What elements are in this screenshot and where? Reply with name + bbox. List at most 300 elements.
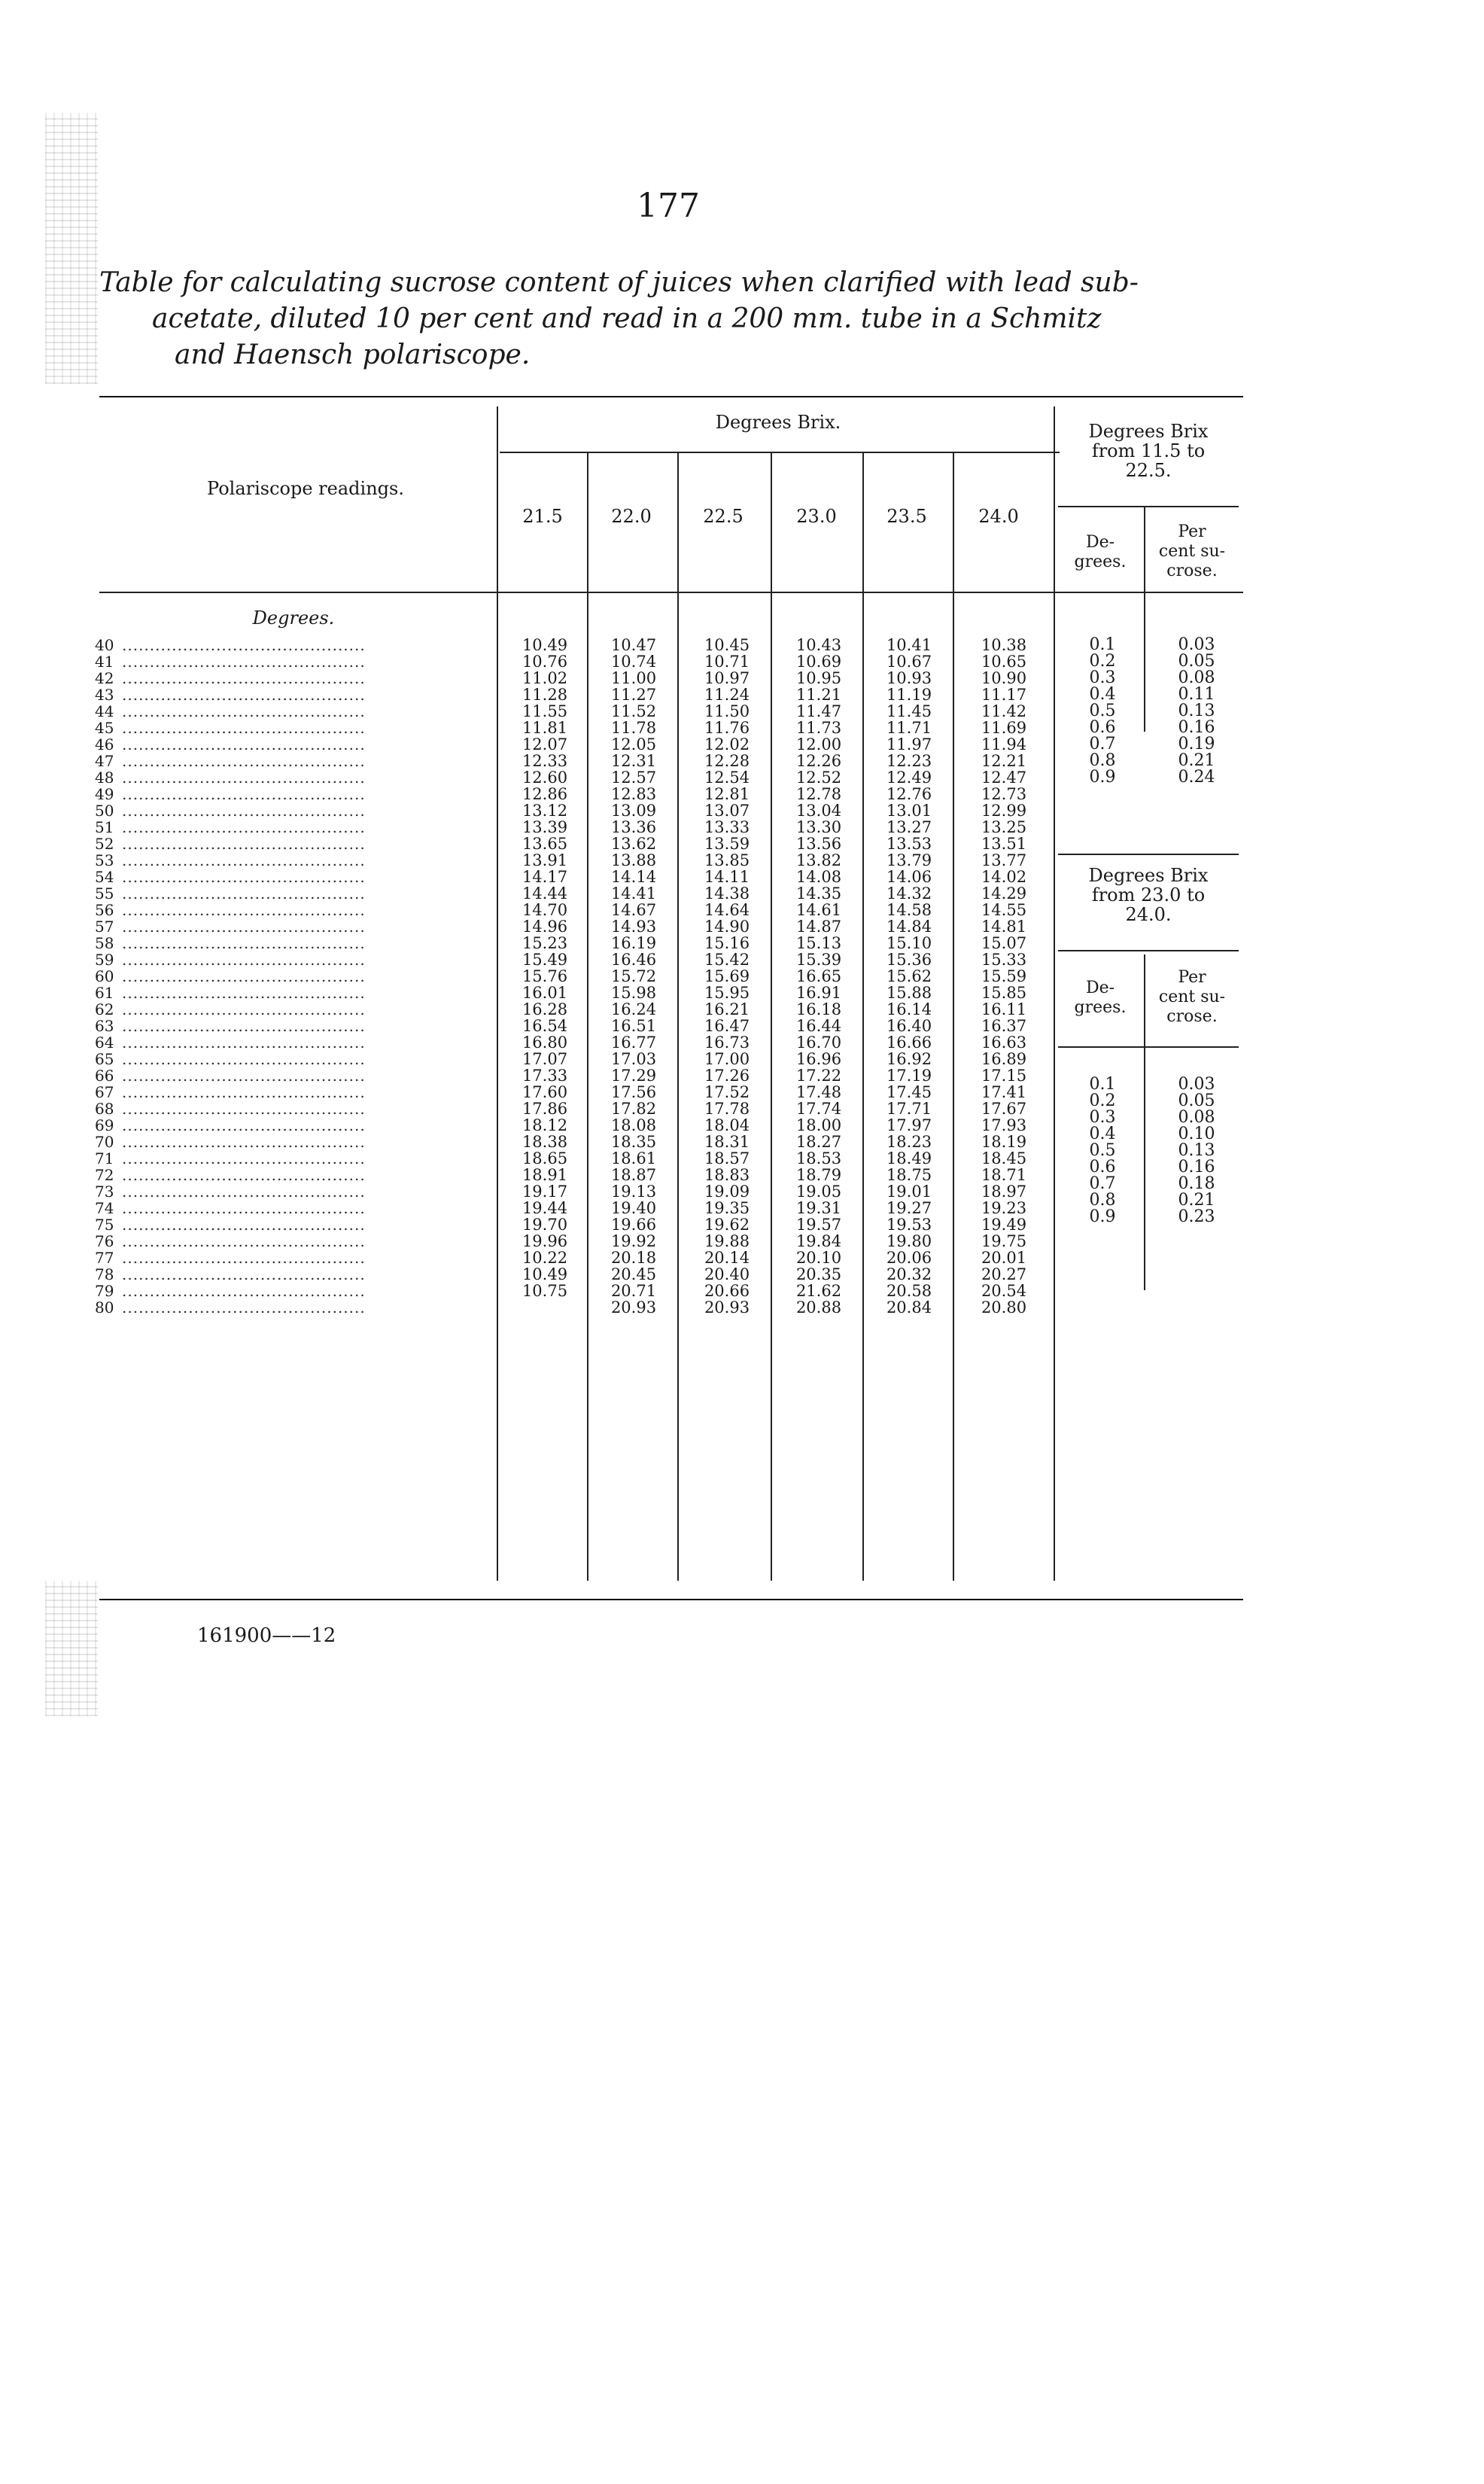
table-cell: 18.08 <box>610 1116 657 1134</box>
correction-divider <box>1144 506 1145 732</box>
correction-cell: 0.1 <box>1089 635 1116 654</box>
correction1-title-line: from 11.5 to <box>1091 440 1206 461</box>
caption-line-2: acetate, diluted 10 per cent and read in a 200 mm. tube in a Schmitz <box>152 303 1102 334</box>
table-cell: 19.80 <box>886 1232 932 1250</box>
correction2-title-line: from 23.0 to <box>1091 884 1206 906</box>
table-cell: 16.92 <box>886 1050 932 1068</box>
table-cell: 19.92 <box>610 1232 657 1250</box>
table-cell: 13.01 <box>886 802 932 820</box>
table-cell: 19.44 <box>522 1199 568 1217</box>
brix-column <box>962 637 1046 1316</box>
table-cell: 15.13 <box>795 934 842 952</box>
header-text: grees. <box>1074 998 1127 1017</box>
leader-dots: ............................................ <box>122 653 366 671</box>
table-cell: 15.42 <box>704 951 750 969</box>
table-cell: 12.31 <box>610 752 657 770</box>
table-cell: 10.97 <box>704 669 750 687</box>
row-label-number: 47 <box>95 752 114 770</box>
table-cell: 12.60 <box>522 769 568 787</box>
table-cell: 12.23 <box>886 752 932 770</box>
correction1-title-rule <box>1058 506 1239 507</box>
table-cell: 19.35 <box>704 1199 750 1217</box>
table-cell: 10.76 <box>522 653 568 671</box>
table-cell: 14.02 <box>981 868 1027 886</box>
leader-dots: ............................................ <box>122 1083 366 1101</box>
leader-dots: ............................................ <box>122 752 366 770</box>
row-label <box>95 1250 366 1266</box>
col-rule <box>953 452 954 1581</box>
table-cell: 16.91 <box>795 984 842 1002</box>
table-cell: 18.38 <box>522 1133 568 1151</box>
table-cell: 17.74 <box>795 1100 842 1118</box>
table-cell: 12.86 <box>522 785 568 803</box>
row-label-number: 64 <box>95 1033 114 1052</box>
correction-cell: 0.4 <box>1089 685 1116 704</box>
correction1-degrees <box>1069 637 1136 786</box>
correction1-percent <box>1159 637 1234 786</box>
correction-cell: 0.21 <box>1178 1191 1215 1210</box>
row-label-number: 50 <box>95 802 114 820</box>
correction1-title-line: Degrees Brix <box>1088 421 1209 442</box>
row-label <box>95 1266 366 1283</box>
leader-dots: ............................................ <box>122 835 366 853</box>
table-cell: 16.51 <box>610 1017 657 1035</box>
table-cell: 16.24 <box>610 1000 657 1018</box>
row-label <box>95 935 366 951</box>
table-cell: 14.11 <box>704 868 750 886</box>
table-cell: 11.24 <box>704 686 750 704</box>
table-cell: 17.86 <box>522 1100 568 1118</box>
table-cell: 13.51 <box>981 835 1027 853</box>
correction1-title-line: 22.5. <box>1125 460 1172 481</box>
page-number: 177 <box>637 187 700 225</box>
row-label <box>95 1299 366 1316</box>
table-cell: 13.85 <box>704 851 750 869</box>
correction-cell: 0.3 <box>1089 668 1116 687</box>
table-cell: 14.32 <box>886 884 932 903</box>
row-label <box>95 968 366 985</box>
leader-dots: ............................................ <box>122 719 366 737</box>
table-cell: 16.14 <box>886 1000 932 1018</box>
table-cell: 12.76 <box>886 785 932 803</box>
table-cell: 14.96 <box>522 918 568 936</box>
correction-cell: 0.9 <box>1089 1207 1116 1226</box>
table-cell: 17.26 <box>704 1067 750 1085</box>
leader-dots: ............................................ <box>122 1050 366 1068</box>
table-cell: 13.56 <box>795 835 842 853</box>
table-cell: 20.88 <box>795 1298 842 1317</box>
leader-dots: ............................................ <box>122 1216 366 1234</box>
row-label-header: Polariscope readings. <box>207 478 404 499</box>
leader-dots: ............................................ <box>122 1183 366 1201</box>
correction-cell: 0.08 <box>1178 668 1215 687</box>
table-cell: 18.91 <box>522 1166 568 1184</box>
table-cell: 16.44 <box>795 1017 842 1035</box>
header-text: De- <box>1085 533 1115 552</box>
table-cell: 13.07 <box>704 802 750 820</box>
table-cell: 20.10 <box>795 1249 842 1267</box>
table-cell: 17.93 <box>981 1116 1027 1134</box>
table-cell: 10.75 <box>522 1282 568 1300</box>
table-cell: 10.69 <box>795 653 842 671</box>
correction-cell: 0.03 <box>1178 635 1215 654</box>
table-cell: 10.65 <box>981 653 1027 671</box>
table-cell: 18.83 <box>704 1166 750 1184</box>
table-cell: 12.07 <box>522 735 568 753</box>
table-cell: 19.70 <box>522 1216 568 1234</box>
row-label <box>95 802 366 819</box>
table-cell: 13.88 <box>610 851 657 869</box>
table-cell: 19.88 <box>704 1232 750 1250</box>
correction2-title-line: 24.0. <box>1125 904 1172 925</box>
table-cell: 10.47 <box>610 636 657 654</box>
row-label-number: 76 <box>95 1232 114 1250</box>
table-cell: 18.49 <box>886 1149 932 1167</box>
table-cell: 14.58 <box>886 901 932 919</box>
brix-col-header: 22.0 <box>611 506 652 527</box>
table-cell: 20.66 <box>704 1282 750 1300</box>
correction-cell: 0.24 <box>1178 768 1215 787</box>
row-label-number: 55 <box>95 884 114 903</box>
table-cell: 11.28 <box>522 686 568 704</box>
table-cell: 12.49 <box>886 769 932 787</box>
row-label <box>95 1100 366 1117</box>
table-cell: 16.40 <box>886 1017 932 1035</box>
table-cell: 17.82 <box>610 1100 657 1118</box>
table-cell: 17.48 <box>795 1083 842 1101</box>
row-label-number: 53 <box>95 851 114 869</box>
row-label-number: 78 <box>95 1265 114 1283</box>
row-label <box>95 819 366 836</box>
table-cell: 17.22 <box>795 1067 842 1085</box>
row-label-number: 65 <box>95 1050 114 1068</box>
leader-dots: ............................................ <box>122 951 366 969</box>
table-cell: 21.62 <box>795 1282 842 1300</box>
table-cell: 13.25 <box>981 818 1027 836</box>
leader-dots: ............................................ <box>122 1133 366 1151</box>
correction-cell: 0.05 <box>1178 652 1215 671</box>
table-cell: 14.38 <box>704 884 750 903</box>
table-cell: 19.49 <box>981 1216 1027 1234</box>
table-cell: 19.96 <box>522 1232 568 1250</box>
correction2-top-rule <box>1058 854 1239 855</box>
table-cell: 12.00 <box>795 735 842 753</box>
table-cell: 20.27 <box>981 1265 1027 1283</box>
table-cell: 12.26 <box>795 752 842 770</box>
row-label-number: 52 <box>95 835 114 853</box>
leader-dots: ............................................ <box>122 702 366 720</box>
leader-dots: ............................................ <box>122 901 366 919</box>
table-cell: 19.84 <box>795 1232 842 1250</box>
table-cell: 11.94 <box>981 735 1027 753</box>
table-cell: 17.41 <box>981 1083 1027 1101</box>
table-cell: 10.67 <box>886 653 932 671</box>
leader-dots: ............................................ <box>122 785 366 803</box>
leader-dots: ............................................ <box>122 735 366 753</box>
table-cell: 17.52 <box>704 1083 750 1101</box>
table-cell: 17.71 <box>886 1100 932 1118</box>
table-cell: 18.65 <box>522 1149 568 1167</box>
row-label <box>95 1117 366 1134</box>
leader-dots: ............................................ <box>122 1067 366 1085</box>
table-cell: 18.53 <box>795 1149 842 1167</box>
correction-cell: 0.11 <box>1178 685 1215 704</box>
leader-dots: ............................................ <box>122 769 366 787</box>
table-cell: 18.00 <box>795 1116 842 1134</box>
row-label-number: 41 <box>95 653 114 671</box>
table-cell: 17.45 <box>886 1083 932 1101</box>
correction-cell: 0.6 <box>1089 1158 1116 1177</box>
brix-col-header: 23.5 <box>886 506 927 527</box>
leader-dots: ............................................ <box>122 1017 366 1035</box>
row-label <box>95 951 366 968</box>
row-label-number: 63 <box>95 1017 114 1035</box>
row-label-number: 42 <box>95 669 114 687</box>
row-label <box>95 852 366 869</box>
table-cell: 12.54 <box>704 769 750 787</box>
table-cell: 13.12 <box>522 802 568 820</box>
row-label-number: 45 <box>95 719 114 737</box>
table-cell: 15.36 <box>886 951 932 969</box>
row-label <box>95 720 366 736</box>
correction-cell: 0.8 <box>1089 751 1116 770</box>
table-cell: 12.99 <box>981 802 1027 820</box>
table-cell: 16.37 <box>981 1017 1027 1035</box>
table-cell: 13.91 <box>522 851 568 869</box>
table-cell: 11.02 <box>522 669 568 687</box>
table-cell: 10.43 <box>795 636 842 654</box>
table-cell: 16.66 <box>886 1033 932 1052</box>
table-cell: 14.44 <box>522 884 568 903</box>
table-cell: 18.04 <box>704 1116 750 1134</box>
table-cell: 12.81 <box>704 785 750 803</box>
row-labels <box>95 637 366 1316</box>
table-cell: 17.33 <box>522 1067 568 1085</box>
correction2-percent-header <box>1145 968 1239 1027</box>
scan-speckle <box>45 113 98 384</box>
row-label <box>95 769 366 786</box>
row-label-number: 56 <box>95 901 114 919</box>
table-cell: 12.57 <box>610 769 657 787</box>
correction-cell: 0.9 <box>1089 768 1116 787</box>
table-cell: 14.06 <box>886 868 932 886</box>
table-cell: 17.97 <box>886 1116 932 1134</box>
table-cell: 15.16 <box>704 934 750 952</box>
table-cell: 11.76 <box>704 719 750 737</box>
correction-cell: 0.6 <box>1089 718 1116 737</box>
correction2-degrees <box>1069 1076 1136 1225</box>
caption-line-3: and Haensch polariscope. <box>175 339 531 370</box>
correction-cell: 0.16 <box>1178 1158 1215 1177</box>
table-cell: 12.78 <box>795 785 842 803</box>
table-cell: 11.19 <box>886 686 932 704</box>
table-cell: 15.49 <box>522 951 568 969</box>
correction-cell: 0.21 <box>1178 751 1215 770</box>
table-cell: 13.53 <box>886 835 932 853</box>
row-label-number: 46 <box>95 735 114 753</box>
table-cell: 14.35 <box>795 884 842 903</box>
brix-column <box>591 637 676 1316</box>
table-cell: 13.79 <box>886 851 932 869</box>
table-cell: 12.73 <box>981 785 1027 803</box>
table-cell: 12.83 <box>610 785 657 803</box>
correction-cell: 0.18 <box>1178 1174 1215 1193</box>
table-cell: 19.23 <box>981 1199 1027 1217</box>
col-rule <box>677 452 679 1581</box>
leader-dots: ............................................ <box>122 1149 366 1167</box>
table-cell: 14.81 <box>981 918 1027 936</box>
row-label <box>95 670 366 686</box>
row-label <box>95 1200 366 1216</box>
row-label <box>95 1216 366 1233</box>
table-cell: 14.90 <box>704 918 750 936</box>
table-cell: 17.15 <box>981 1067 1027 1085</box>
table-cell: 14.17 <box>522 868 568 886</box>
table-cell: 17.56 <box>610 1083 657 1101</box>
brix-column <box>867 637 951 1316</box>
table-cell: 11.73 <box>795 719 842 737</box>
row-label <box>95 1233 366 1250</box>
table-cell: 19.09 <box>704 1183 750 1201</box>
table-cell: 19.57 <box>795 1216 842 1234</box>
table-cell: 18.71 <box>981 1166 1027 1184</box>
table-cell: 16.01 <box>522 984 568 1002</box>
leader-dots: ............................................ <box>122 636 366 654</box>
table-cell: 16.18 <box>795 1000 842 1018</box>
leader-dots: ............................................ <box>122 1232 366 1250</box>
row-label <box>95 1084 366 1100</box>
correction-cell: 0.08 <box>1178 1108 1215 1127</box>
brix-col-header: 23.0 <box>796 506 837 527</box>
table-cell: 18.27 <box>795 1133 842 1151</box>
table-cell: 11.78 <box>610 719 657 737</box>
brix-col-header: 22.5 <box>703 506 744 527</box>
table-cell: 18.57 <box>704 1149 750 1167</box>
table-cell: 17.60 <box>522 1083 568 1101</box>
correction2-percent <box>1159 1076 1234 1225</box>
leader-dots: ............................................ <box>122 918 366 936</box>
col-rule <box>862 452 864 1581</box>
table-cell: 18.87 <box>610 1166 657 1184</box>
table-cell: 15.69 <box>704 967 750 985</box>
row-label-number: 51 <box>95 818 114 836</box>
table-cell: 18.61 <box>610 1149 657 1167</box>
leader-dots: ............................................ <box>122 1282 366 1300</box>
row-label <box>95 985 366 1001</box>
col-rule <box>587 452 588 1581</box>
row-label-number: 69 <box>95 1116 114 1134</box>
table-cell: 19.66 <box>610 1216 657 1234</box>
row-label-number: 73 <box>95 1183 114 1201</box>
row-label <box>95 1001 366 1018</box>
table-cell: 10.95 <box>795 669 842 687</box>
table-cell: 11.50 <box>704 702 750 720</box>
correction-cell: 0.8 <box>1089 1191 1116 1210</box>
row-label <box>95 836 366 852</box>
leader-dots: ............................................ <box>122 1199 366 1217</box>
table-cell: 10.49 <box>522 636 568 654</box>
leader-dots: ............................................ <box>122 1298 366 1317</box>
table-cell: 20.80 <box>981 1298 1027 1317</box>
header-text: crose. <box>1166 562 1218 580</box>
degrees-brix-header: Degrees Brix. <box>715 412 841 433</box>
table-cell: 13.65 <box>522 835 568 853</box>
table-cell: 13.27 <box>886 818 932 836</box>
table-cell: 17.19 <box>886 1067 932 1085</box>
row-label-number: 40 <box>95 636 114 654</box>
table-cell: 20.54 <box>981 1282 1027 1300</box>
row-label-number: 66 <box>95 1067 114 1085</box>
leader-dots: ............................................ <box>122 934 366 952</box>
row-label-number: 44 <box>95 702 114 720</box>
table-cell: 17.00 <box>704 1050 750 1068</box>
header-text: De- <box>1085 979 1115 997</box>
row-label <box>95 1167 366 1183</box>
row-label-number: 77 <box>95 1249 114 1267</box>
leader-dots: ............................................ <box>122 686 366 704</box>
row-label-number: 43 <box>95 686 114 704</box>
row-label-number: 48 <box>95 769 114 787</box>
row-label <box>95 686 366 703</box>
table-cell <box>503 1299 587 1316</box>
table-cell: 14.84 <box>886 918 932 936</box>
table-top-rule <box>99 396 1243 397</box>
table-cell: 16.46 <box>610 951 657 969</box>
table-cell: 10.71 <box>704 653 750 671</box>
table-cell: 14.61 <box>795 901 842 919</box>
table-cell: 19.01 <box>886 1183 932 1201</box>
table-cell: 13.77 <box>981 851 1027 869</box>
table-cell: 16.80 <box>522 1033 568 1052</box>
table-cell: 14.93 <box>610 918 657 936</box>
table-cell: 16.70 <box>795 1033 842 1052</box>
table-cell: 19.40 <box>610 1199 657 1217</box>
table-cell: 13.62 <box>610 835 657 853</box>
table-cell: 15.33 <box>981 951 1027 969</box>
table-cell: 19.17 <box>522 1183 568 1201</box>
row-label <box>95 1067 366 1084</box>
header-bottom-rule <box>99 592 1243 593</box>
table-cell: 18.79 <box>795 1166 842 1184</box>
leader-dots: ............................................ <box>122 1265 366 1283</box>
table-cell: 12.52 <box>795 769 842 787</box>
table-cell: 16.89 <box>981 1050 1027 1068</box>
table-cell: 15.39 <box>795 951 842 969</box>
table-cell: 20.84 <box>886 1298 932 1317</box>
table-cell: 16.54 <box>522 1017 568 1035</box>
table-cell: 11.21 <box>795 686 842 704</box>
scan-speckle <box>45 1581 98 1716</box>
row-label-number: 62 <box>95 1000 114 1018</box>
header-text: grees. <box>1074 553 1127 571</box>
correction1-title <box>1058 422 1239 480</box>
leader-dots: ............................................ <box>122 1116 366 1134</box>
table-cell: 15.85 <box>981 984 1027 1002</box>
table-cell: 16.65 <box>795 967 842 985</box>
correction-cell: 0.7 <box>1089 1174 1116 1193</box>
table-cell: 16.73 <box>704 1033 750 1052</box>
table-cell: 18.19 <box>981 1133 1027 1151</box>
table-cell: 10.49 <box>522 1265 568 1283</box>
leader-dots: ............................................ <box>122 851 366 869</box>
correction-cell: 0.2 <box>1089 652 1116 671</box>
table-cell: 10.74 <box>610 653 657 671</box>
table-cell: 20.35 <box>795 1265 842 1283</box>
table-cell: 11.42 <box>981 702 1027 720</box>
table-cell: 16.28 <box>522 1000 568 1018</box>
row-label <box>95 753 366 769</box>
table-cell: 19.53 <box>886 1216 932 1234</box>
